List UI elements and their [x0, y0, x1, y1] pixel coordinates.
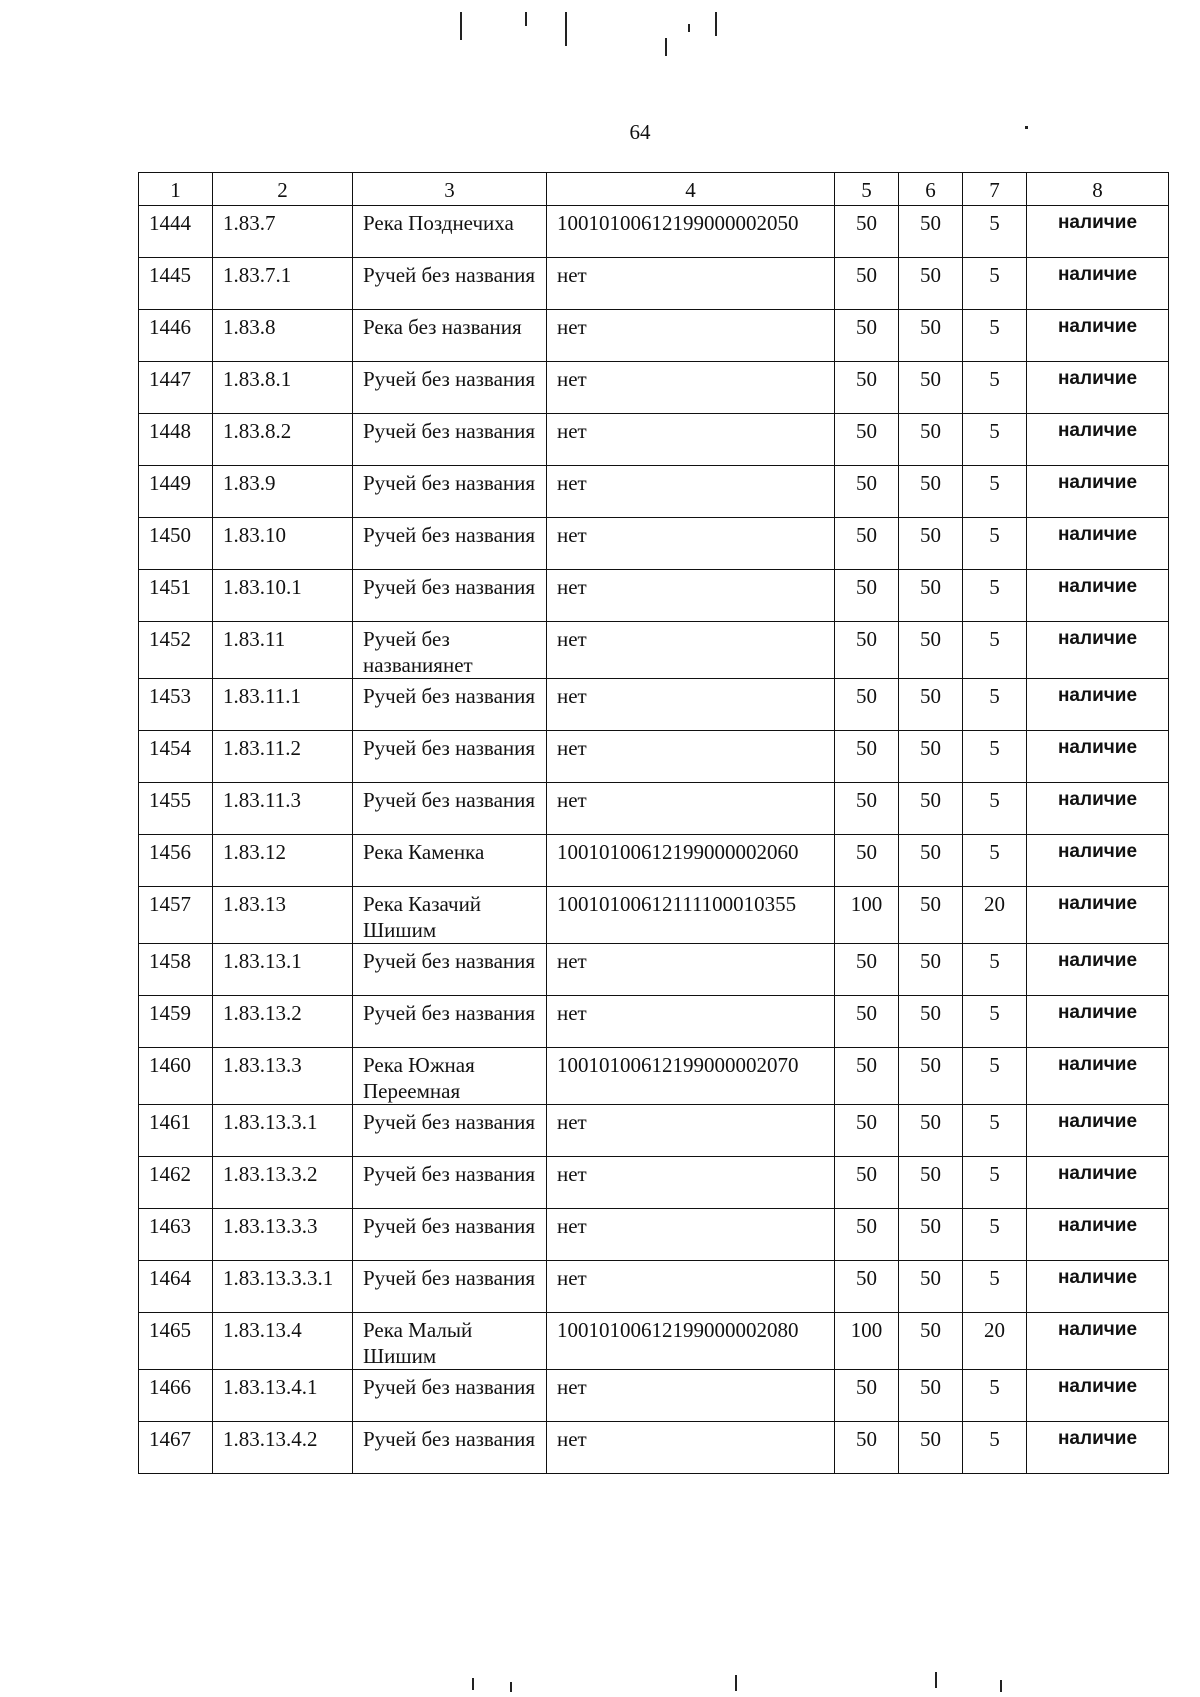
table-row [139, 466, 1169, 518]
table-row [139, 622, 1169, 679]
value-col-6-cell: 50 [899, 679, 963, 731]
table-row [139, 1209, 1169, 1261]
table-row [139, 258, 1169, 310]
status-cell: наличие [1027, 887, 1169, 944]
water-code-cell: 1.83.13.1 [213, 944, 353, 996]
water-code-cell: 1.83.11 [213, 622, 353, 679]
registry-code-cell: нет [547, 466, 835, 518]
water-body-name-cell: Ручей без названия [353, 466, 547, 518]
value-col-6-cell: 50 [899, 570, 963, 622]
header-row [139, 173, 1169, 206]
value-col-6-cell: 50 [899, 1105, 963, 1157]
value-col-7-cell: 5 [963, 679, 1027, 731]
row-number-cell: 1453 [139, 679, 213, 731]
table-row [139, 362, 1169, 414]
registry-code-cell: нет [547, 1105, 835, 1157]
table-row [139, 1157, 1169, 1209]
scan-artifact [1000, 1680, 1002, 1692]
value-col-7-cell: 5 [963, 944, 1027, 996]
table-row [139, 731, 1169, 783]
column-header-8: 8 [1027, 173, 1169, 206]
table-row [139, 570, 1169, 622]
registry-code-cell: нет [547, 1261, 835, 1313]
value-col-6-cell: 50 [899, 362, 963, 414]
row-number-cell: 1456 [139, 835, 213, 887]
water-body-name-cell: Ручей без названиянет [353, 622, 547, 679]
value-col-5-cell: 50 [835, 206, 899, 258]
value-col-5-cell: 50 [835, 1157, 899, 1209]
table-row [139, 206, 1169, 258]
water-code-cell: 1.83.13.3.1 [213, 1105, 353, 1157]
status-cell: наличие [1027, 622, 1169, 679]
value-col-7-cell: 5 [963, 996, 1027, 1048]
value-col-7-cell: 5 [963, 731, 1027, 783]
status-cell: наличие [1027, 944, 1169, 996]
water-body-name-cell: Ручей без названия [353, 258, 547, 310]
column-header-6: 6 [899, 173, 963, 206]
row-number-cell: 1445 [139, 258, 213, 310]
value-col-5-cell: 50 [835, 622, 899, 679]
scan-artifact [565, 12, 567, 46]
registry-code-cell: 10010100612199000002080 [547, 1313, 835, 1370]
value-col-6-cell: 50 [899, 622, 963, 679]
row-number-cell: 1448 [139, 414, 213, 466]
status-cell: наличие [1027, 570, 1169, 622]
row-number-cell: 1467 [139, 1422, 213, 1474]
value-col-5-cell: 50 [835, 466, 899, 518]
value-col-7-cell: 5 [963, 258, 1027, 310]
water-code-cell: 1.83.7 [213, 206, 353, 258]
table-row [139, 1422, 1169, 1474]
status-cell: наличие [1027, 1048, 1169, 1105]
water-body-name-cell: Ручей без названия [353, 1157, 547, 1209]
value-col-6-cell: 50 [899, 731, 963, 783]
water-code-cell: 1.83.11.1 [213, 679, 353, 731]
registry-code-cell: нет [547, 996, 835, 1048]
row-number-cell: 1444 [139, 206, 213, 258]
water-code-cell: 1.83.13.3.2 [213, 1157, 353, 1209]
value-col-5-cell: 50 [835, 944, 899, 996]
value-col-7-cell: 5 [963, 622, 1027, 679]
table-body [139, 206, 1169, 1474]
table-row [139, 783, 1169, 835]
scan-artifact [735, 1675, 737, 1691]
water-body-name-cell: Ручей без названия [353, 783, 547, 835]
row-number-cell: 1466 [139, 1370, 213, 1422]
water-code-cell: 1.83.11.3 [213, 783, 353, 835]
status-cell: наличие [1027, 1370, 1169, 1422]
water-code-cell: 1.83.12 [213, 835, 353, 887]
registry-code-cell: нет [547, 1209, 835, 1261]
row-number-cell: 1449 [139, 466, 213, 518]
page-number: 64 [629, 120, 651, 144]
value-col-5-cell: 50 [835, 258, 899, 310]
column-header-5: 5 [835, 173, 899, 206]
table-row [139, 1370, 1169, 1422]
water-code-cell: 1.83.9 [213, 466, 353, 518]
row-number-cell: 1458 [139, 944, 213, 996]
status-cell: наличие [1027, 731, 1169, 783]
column-header-2: 2 [213, 173, 353, 206]
registry-code-cell: нет [547, 1370, 835, 1422]
registry-code-cell: нет [547, 362, 835, 414]
scan-artifact [715, 12, 717, 36]
value-col-5-cell: 50 [835, 1261, 899, 1313]
value-col-6-cell: 50 [899, 466, 963, 518]
water-body-name-cell: Ручей без названия [353, 1209, 547, 1261]
value-col-7-cell: 5 [963, 1422, 1027, 1474]
row-number-cell: 1451 [139, 570, 213, 622]
water-code-cell: 1.83.13.4.1 [213, 1370, 353, 1422]
value-col-7-cell: 5 [963, 206, 1027, 258]
value-col-5-cell: 50 [835, 518, 899, 570]
column-header-1: 1 [139, 173, 213, 206]
status-cell: наличие [1027, 466, 1169, 518]
water-body-name-cell: Ручей без названия [353, 518, 547, 570]
status-cell: наличие [1027, 1105, 1169, 1157]
row-number-cell: 1463 [139, 1209, 213, 1261]
water-code-cell: 1.83.10 [213, 518, 353, 570]
water-code-cell: 1.83.13.4 [213, 1313, 353, 1370]
value-col-5-cell: 50 [835, 570, 899, 622]
water-body-name-cell: Ручей без названия [353, 1261, 547, 1313]
water-body-name-cell: Ручей без названия [353, 1370, 547, 1422]
table-row [139, 996, 1169, 1048]
water-code-cell: 1.83.13.3.3.1 [213, 1261, 353, 1313]
value-col-5-cell: 50 [835, 1422, 899, 1474]
water-body-name-cell: Река Каменка [353, 835, 547, 887]
value-col-5-cell: 100 [835, 1313, 899, 1370]
water-body-name-cell: Ручей без названия [353, 944, 547, 996]
value-col-5-cell: 100 [835, 887, 899, 944]
registry-code-cell: нет [547, 783, 835, 835]
value-col-7-cell: 5 [963, 570, 1027, 622]
value-col-7-cell: 5 [963, 1370, 1027, 1422]
value-col-6-cell: 50 [899, 944, 963, 996]
water-code-cell: 1.83.8 [213, 310, 353, 362]
row-number-cell: 1455 [139, 783, 213, 835]
value-col-6-cell: 50 [899, 258, 963, 310]
value-col-5-cell: 50 [835, 1048, 899, 1105]
value-col-5-cell: 50 [835, 310, 899, 362]
water-body-name-cell: Ручей без названия [353, 731, 547, 783]
value-col-6-cell: 50 [899, 414, 963, 466]
table-row [139, 1105, 1169, 1157]
table-row [139, 1048, 1169, 1105]
value-col-7-cell: 5 [963, 1209, 1027, 1261]
row-number-cell: 1461 [139, 1105, 213, 1157]
value-col-7-cell: 20 [963, 887, 1027, 944]
value-col-5-cell: 50 [835, 362, 899, 414]
row-number-cell: 1450 [139, 518, 213, 570]
table-row [139, 310, 1169, 362]
value-col-6-cell: 50 [899, 1048, 963, 1105]
table-row [139, 944, 1169, 996]
status-cell: наличие [1027, 1313, 1169, 1370]
value-col-6-cell: 50 [899, 783, 963, 835]
value-col-5-cell: 50 [835, 731, 899, 783]
value-col-6-cell: 50 [899, 206, 963, 258]
value-col-7-cell: 5 [963, 1261, 1027, 1313]
water-body-name-cell: Ручей без названия [353, 362, 547, 414]
water-code-cell: 1.83.8.2 [213, 414, 353, 466]
row-number-cell: 1459 [139, 996, 213, 1048]
column-header-3: 3 [353, 173, 547, 206]
table-row [139, 887, 1169, 944]
registry-code-cell: нет [547, 944, 835, 996]
status-cell: наличие [1027, 310, 1169, 362]
registry-code-cell: 10010100612199000002050 [547, 206, 835, 258]
row-number-cell: 1464 [139, 1261, 213, 1313]
value-col-7-cell: 5 [963, 1157, 1027, 1209]
value-col-6-cell: 50 [899, 835, 963, 887]
row-number-cell: 1454 [139, 731, 213, 783]
status-cell: наличие [1027, 1209, 1169, 1261]
registry-code-cell: нет [547, 258, 835, 310]
water-code-cell: 1.83.13.4.2 [213, 1422, 353, 1474]
water-body-name-cell: Ручей без названия [353, 1422, 547, 1474]
status-cell: наличие [1027, 835, 1169, 887]
registry-code-cell: нет [547, 622, 835, 679]
value-col-5-cell: 50 [835, 996, 899, 1048]
value-col-7-cell: 5 [963, 466, 1027, 518]
value-col-7-cell: 5 [963, 310, 1027, 362]
registry-code-cell: 10010100612199000002070 [547, 1048, 835, 1105]
status-cell: наличие [1027, 258, 1169, 310]
row-number-cell: 1447 [139, 362, 213, 414]
water-body-name-cell: Река Позднечиха [353, 206, 547, 258]
status-cell: наличие [1027, 1422, 1169, 1474]
value-col-7-cell: 20 [963, 1313, 1027, 1370]
row-number-cell: 1460 [139, 1048, 213, 1105]
value-col-5-cell: 50 [835, 1370, 899, 1422]
status-cell: наличие [1027, 1157, 1169, 1209]
registry-code-cell: нет [547, 518, 835, 570]
value-col-6-cell: 50 [899, 310, 963, 362]
value-col-7-cell: 5 [963, 783, 1027, 835]
scan-artifact [472, 1678, 474, 1690]
status-cell: наличие [1027, 518, 1169, 570]
water-body-name-cell: Река без названия [353, 310, 547, 362]
value-col-7-cell: 5 [963, 518, 1027, 570]
water-body-name-cell: Ручей без названия [353, 679, 547, 731]
value-col-6-cell: 50 [899, 518, 963, 570]
column-header-4: 4 [547, 173, 835, 206]
scan-artifact [688, 24, 690, 32]
value-col-6-cell: 50 [899, 1313, 963, 1370]
value-col-6-cell: 50 [899, 1370, 963, 1422]
value-col-5-cell: 50 [835, 783, 899, 835]
registry-code-cell: нет [547, 414, 835, 466]
water-body-name-cell: Река Казачий Шишим [353, 887, 547, 944]
status-cell: наличие [1027, 414, 1169, 466]
water-body-name-cell: Ручей без названия [353, 570, 547, 622]
table-row [139, 1313, 1169, 1370]
table-row [139, 679, 1169, 731]
water-body-name-cell: Река Малый Шишим [353, 1313, 547, 1370]
table-row [139, 518, 1169, 570]
value-col-7-cell: 5 [963, 1105, 1027, 1157]
value-col-5-cell: 50 [835, 1209, 899, 1261]
water-code-cell: 1.83.13.3 [213, 1048, 353, 1105]
status-cell: наличие [1027, 679, 1169, 731]
value-col-5-cell: 50 [835, 1105, 899, 1157]
value-col-7-cell: 5 [963, 414, 1027, 466]
value-col-5-cell: 50 [835, 679, 899, 731]
status-cell: наличие [1027, 1261, 1169, 1313]
water-body-name-cell: Ручей без названия [353, 996, 547, 1048]
status-cell: наличие [1027, 996, 1169, 1048]
water-body-name-cell: Ручей без названия [353, 414, 547, 466]
registry-code-cell: нет [547, 679, 835, 731]
water-code-cell: 1.83.13.3.3 [213, 1209, 353, 1261]
value-col-6-cell: 50 [899, 1261, 963, 1313]
row-number-cell: 1457 [139, 887, 213, 944]
water-code-cell: 1.83.8.1 [213, 362, 353, 414]
registry-code-cell: нет [547, 1157, 835, 1209]
scan-artifact [665, 38, 667, 56]
registry-code-cell: 10010100612111100010355 [547, 887, 835, 944]
table-row [139, 414, 1169, 466]
registry-code-cell: нет [547, 731, 835, 783]
status-cell: наличие [1027, 783, 1169, 835]
scan-artifact [525, 12, 527, 26]
table-row [139, 1261, 1169, 1313]
water-body-name-cell: Ручей без названия [353, 1105, 547, 1157]
water-code-cell: 1.83.10.1 [213, 570, 353, 622]
status-cell: наличие [1027, 362, 1169, 414]
scan-artifact [510, 1682, 512, 1692]
registry-code-cell: нет [547, 570, 835, 622]
column-header-7: 7 [963, 173, 1027, 206]
row-number-cell: 1462 [139, 1157, 213, 1209]
status-cell: наличие [1027, 206, 1169, 258]
value-col-6-cell: 50 [899, 1209, 963, 1261]
water-bodies-table [138, 172, 1169, 1474]
water-code-cell: 1.83.13 [213, 887, 353, 944]
value-col-5-cell: 50 [835, 835, 899, 887]
table-header [139, 173, 1169, 206]
row-number-cell: 1465 [139, 1313, 213, 1370]
value-col-5-cell: 50 [835, 414, 899, 466]
water-body-name-cell: Река Южная Переемная [353, 1048, 547, 1105]
value-col-6-cell: 50 [899, 996, 963, 1048]
water-code-cell: 1.83.13.2 [213, 996, 353, 1048]
scan-artifact [935, 1672, 937, 1688]
row-number-cell: 1446 [139, 310, 213, 362]
registry-code-cell: нет [547, 1422, 835, 1474]
value-col-7-cell: 5 [963, 1048, 1027, 1105]
value-col-6-cell: 50 [899, 1157, 963, 1209]
registry-code-cell: 10010100612199000002060 [547, 835, 835, 887]
value-col-6-cell: 50 [899, 887, 963, 944]
value-col-7-cell: 5 [963, 835, 1027, 887]
table-row [139, 835, 1169, 887]
water-code-cell: 1.83.7.1 [213, 258, 353, 310]
row-number-cell: 1452 [139, 622, 213, 679]
scan-artifact [460, 12, 462, 40]
value-col-7-cell: 5 [963, 362, 1027, 414]
registry-code-cell: нет [547, 310, 835, 362]
water-code-cell: 1.83.11.2 [213, 731, 353, 783]
value-col-6-cell: 50 [899, 1422, 963, 1474]
